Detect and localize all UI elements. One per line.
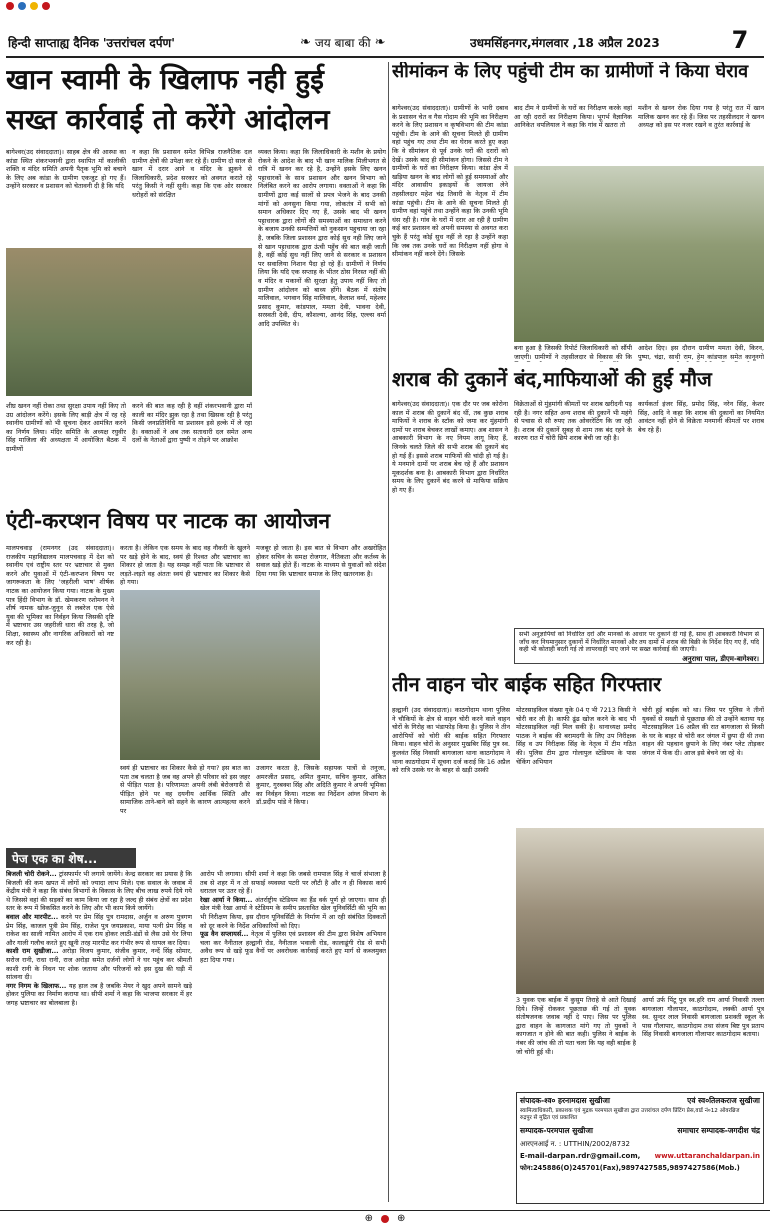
dateline: उधमसिंहनगर,मंगलवार ,18 अप्रैल 2023 — [470, 36, 660, 50]
flag-icon — [30, 2, 38, 10]
masthead-flags — [0, 0, 770, 12]
paper-name: हिन्दी साप्ताह्य दैनिक 'उत्तरांचल दर्पण' — [8, 36, 175, 50]
footer-strip — [0, 1210, 770, 1226]
editor: सम्पादक-परमपाल सुखीजा — [520, 1126, 593, 1135]
story-text: करने की बात कह रही है वहीं शंकरभवानी द्वारा माँ काली का मंदिर झुक रहा है तथा खिसक रही है परंतु किसी जनप्रतिनिधि या प्रशासन इसे हल्के में ले रहा है। वक्ताओं ने अब तक सताधारी दल समेत अन्य दलों के नेताओं द्वारा पुष्पी न तोड़ने पर आक्रोश — [132, 402, 252, 445]
story-text: 3 युवक एक बाईक में कुसुम तिराहे से आते दिखाई दिये। जिन्हें रोककर पूछताछ की गई तो युवक संतोषजनक जवाब नहीं दे पाए। जिस पर पुलिस द्वारा वाहन के कागजात मांगे गए तो युवकों ने कागजात न होने की बात कही। पुलिस ने बाईक के नंबर की जांच की तो पता चला कि यह वही बाईक है जो चोरी हुई थी। — [516, 996, 636, 1056]
column-divider — [388, 62, 389, 1202]
rni-number: आरएनआई न. : UTTHIN/2002/8732 — [520, 1140, 630, 1148]
village-photo — [514, 166, 764, 342]
imprint-box — [516, 1092, 764, 1204]
story-text: मालपचवाड़ (रामनगर (उद संवाददाता)। राजकीय महाविद्यालय मालपचवाड़ में देश को स्थानीय एवं राष्ट्रीय स्तर पर भ्रष्टाचार से मुक्त करने और युवाओं में एंटी-करप्शन विषय पर जागरूकता के लिए 'जहरीली भाष' शीर्षक नाटक का आयोजन किया गया। नाटक के मुख्य पात्र हिंदी विभाग के डॉ. खेमकरण रशोमनन ने शीर्ष नामक खोज-जुनून से लबरेज एक ऐसे युवा की भूमिका का निर्वहन किया जिसकी दृष्टि में भ्रष्टाचार उस जहरीली धारा की तरह है, जो शिक्षा, स्वास्थ्य और नागरिक अधिकारों को नष्ट कर रही है। — [6, 544, 114, 647]
motto-text: जय बाबा की — [314, 35, 371, 50]
story-khan-swami — [6, 62, 386, 502]
flag-icon — [6, 2, 14, 10]
story-text: आर्या उर्फ पिंटू पुत्र स्व.हरि राम आर्या निवासी तल्ला बागजाला गौलापार, काठगोदाम, लक्की आर्या पुत्र स्व. सुन्दर लाल निवासी बागजाला प्रशक्ती स्कूल के पास गौलापार, काठगोदाम तथा संजय बिष्ट पुत्र प्रताप सिंह निवासी बागजाला गौलापार काठगोदाम बताया। — [642, 996, 764, 1039]
imprint-line: रुद्रपुर से मुद्रित एवं प्रकाशित — [520, 1115, 578, 1121]
headline: एंटी-करप्शन विषय पर नाटक का आयोजन — [6, 508, 331, 533]
ornament-icon: ❧ — [374, 34, 386, 50]
email-link[interactable]: E-mail-darpan.rdr@gmail.com, — [520, 1152, 641, 1160]
header-motto — [300, 32, 450, 52]
para-text: नेतृत्व में पुलिस एवं प्रशासन की टीम द्वारा विशेष अभियान चला कर नैनीताल हल्द्वानी रोड, नैनीताल भवाली रोड, कालाढूंगी रोड से सभी अवैध रूप से खड़े फूड वैनों पर अवरोधक कार्रवाई करते हुए मार्ग से कब्जमुक्त हटा दिया गया। — [200, 930, 386, 964]
co-founder: एवं स्व०तिलकराज सुखीजा — [687, 1096, 760, 1105]
ornament-icon: ❧ — [300, 34, 311, 50]
story-text: कार्यकर्ता इंजर सिंह, प्रमोद सिंह, नरेन सिंह, केशर सिंह, आदि ने कहा कि शराब की दुकानों का नियमित आवंटन नहीं होने से विक्रेता मनमानी कीमतों पर शराब बेच रहे हैं। — [638, 400, 764, 434]
story-text: बागेश्वर(उद संवाददाता)। ग्रामीणों के भारी दबाव के प्रशासन चेत व गैस गोदाम की भूमि का निरीक्षण करने के लिए प्रशासन व कृषविभाग की टीम कांडा पहुंची। टीम के आने की सूचना मिलते ही ग्रामीण वहां पहुंच गए तथा टीम का घेराव करते हुए कहा कि वे सीमांकन से पूर्व उनके घरों की दरारों को देखें। उसके बाद ही सीमांकन होगा। जिससे टीम ने ग्रामीणों के घरों का निरीक्षण किया। कांडा क्षेत्र में खड़िया खनन के बाद लोगों को हुई समस्याओं और मंदिर आवासीय इकाइयों के जायजा लेने तहसीलदार महेश चंद्र तिवारी के नेतृत्व में टीम कांडा पहुंची। टीम के आने की सूचना मिलते ही ग्रामीण वहां पहुंचे तथा उन्होंने कहा कि उनकी भूमि धंस रही है। गांव के घरों में दरार आ रही है ग्रामीण कई बार प्रशासन को अपनी समस्या से अवगत करा चुके हैं परंतु कोई सुध नहीं ले रहा है उन्होंने कहा कि जब तक उनके घरों का निरीक्षण नहीं होगा वे सीमांकन नहीं करने देंगे। जिसके — [392, 104, 508, 259]
story-text: न कहा कि प्रशासन समेत विभिन्न राजनैतिक दल ग्रामीण क्षेत्रों की उपेक्षा कर रहे हैं। ग्रामीण दो साल से खान में दरार आने व मंदिर के झुकने से जिलाधिकारी, प्रदेश सरकार को अवगत कराते रहे परंतु किसी ने नहीं सुनी। कहा कि एक ओर सरकार धरोहरों को संरक्षित — [132, 148, 252, 199]
story-sharab — [392, 366, 764, 666]
website-link[interactable]: www.uttaranchaldarpan.in — [654, 1152, 760, 1160]
story-text: बागेश्वर(उद संवाददाता)। साहब क्षेत्र की आस्था का कांडा स्थित शंकरभवानी द्वारा स्थापित माँ कालीकी शक्ति व मंदिर समिति अपनी पैतृक भूमि को बचाने के लिए अब कांडा के ग्रामीण एकजुट हो गए हैं। उन्होंने सरकार व प्रशासन को चेतावनी दी है कि यदि — [6, 148, 126, 191]
arrest-photo — [516, 828, 764, 994]
story-text: व्यक्त किया। कहा कि जिलाधिकारी के मशीन के प्रयोग रोकने के आदेश के बाद भी खान मालिक मिलीभगत से रात्रि में खनन कर रहे है, उन्होंने इसके लिए खनन पट्टाधारकों के साथ प्रशासन और खनन विभाग को निलंबित करने का आरोप लगाया। वक्ताओं ने कहा कि ग्रामीणों द्वारा कई सालों से प्रपत्र भेजने के बाद उनकी मांगों को अनसुना किया गया, लोकतंत्र में सभी को समान अधिकार दिए गए हैं, उसके बाद भी खनन पट्टाधारक द्वारा लोगों की समस्याओं का समाधान करने के बजाय उनकी सम्पत्तियों को नुकसान पहुचाया जा रहा है, जबकि जिला प्रशासन द्वारा कोई सुध नही लिए जाने से खान पट्टाधारक द्वारा ऊंची पहुँच की बात कही जाती है, वहीं कोई सुध नहीं लिए जाने से सरकार व प्रशासन पर सवालिया निशान पैदा हो रहे हैं। ग्रामीणों ने निर्णय लिया कि यदि एक सप्ताह के भीतर ठोस निरस्त नहीं की व मंदिर व मकानों की सुरक्षा हेतु उपाय नहीं किए तो ग्रामीण आंदोलन को बाध्य होंगे। बैठक में संतोष मालिवाल, भगवान सिंह मालिवाल, कैलाश वर्मा, महेश्वर प्रसाद कुमार, कांडपाल, ममता देवी, भावना देवी, सरस्वती देवी, दीप, कौशल्या, आनंद सिंह, एल्ल्स वर्मा आदि उपस्थित थे। — [258, 148, 386, 328]
story-text: मजबूर हो जाता है। इस बात से विभाग और अखरोहित होकर सचिन के समक्ष रोजगार, नैतिकता और कर्तव्य के सवाल खड़े होते हैं। नाटक के माध्यम से युवाओं को संदेश दिया गया कि भ्रष्टाचार समाज के लिए खतरनाक है। — [256, 544, 386, 578]
para-text: अंतर्राष्ट्रीय स्टेडियम का हैंड वर्क पूर्ण हो जाएगा। साथ ही खेल मंत्री रेखा आर्या ने स्टेडियम के समीप प्रस्तावित खेल यूनिवर्सिटी की भूमि का भी निरीक्षण किया, इस दौरान यूनिवर्सिटी के निर्माण में आ रही संबंधित दिक्कतों को दूर करने के निर्देश अधिकारियों को दिए। — [200, 895, 386, 930]
story-text: शीघ्र खनन नहीं रोका तथा सुरक्षा उपाय नहीं किए तो उग्र आंदोलन करेंगे। इसके लिए बाड़ी क्षेत्र में रह रहे स्थानीय ग्रामीणों को भी सूचना देकर आमंत्रित करने का निर्णय लिया। मंदिर समिति के अध्यक्ष रघुवीर सिंह माजिला की अध्यक्षता में आयोजित बैठक में ग्रामीणों — [6, 402, 126, 453]
story-text: मशीन से खनन रोक दिया गया है परंतु रात में खान मालिक खनन कर रहे हैं। जिस पर तहसीलदार ने खनन अध्यक्ष को इस पर नजर रखने व तुरंत कार्रवाई के — [638, 104, 764, 130]
headline: शराब की दुकानें बंद,माफियाओं की हुई मौज — [392, 367, 712, 391]
story-text: उजागर करता है, जिसके सहायक पात्रों से तनुजा, अमरजीत प्रसाद, अमित कुमार, सचिन कुमार, अंकित कुमार, गुरबक्श सिंह और अदिति कुमार ने अपनी भूमिका का निर्वहन किया। नाटक का निर्देशन आंग्ल विभाग के डॉ.प्रदीप पांडे ने किया। — [256, 764, 386, 807]
story-text: करता है। लेकिन एक समय के बाद वह नौकरी के खुलने पर खड़े होने के बाद, स्वयं ही रिश्वत और भ्रष्टाचार का शिकार हो जाता है। यह समझ नहीं पाता कि भ्रष्टाचार से लड़ते-लड़ते वह अंततः स्वयं ही भ्रष्टाचार का शिकार कैसे हो गया। — [120, 544, 250, 587]
flag-icon — [18, 2, 26, 10]
para-title: बिजली चोरी रोकने... — [6, 870, 57, 878]
masthead-rule — [6, 56, 764, 58]
para-title: फूड वैन सप्लायर्स... — [200, 930, 249, 939]
continuation-col1 — [6, 870, 192, 1200]
headline-line1: खान स्वामी के खिलाफ नही हुई — [6, 63, 324, 96]
para-title: काशी राम सुखीजा... — [6, 947, 59, 956]
story-text: चोरी हुई बाईक को था। जिस पर पुलिस ने तीनों युवकों से सख्ती से पूछताछ की तो उन्होंने बताया यह मोटरसाइकिल 16 अप्रैल की रात बागजाला से किसी के घर के बाहर से चोरी कर जंगल में छुपा दी थी तथा वाहन की पहचान छुपाने के लिए नंबर प्लेट तोड़कर जंगल में फेंक दी। आज इसे बेचने जा रहे थे। — [642, 706, 764, 757]
story-text: मोटरसाइकिल संख्या यूके 04 ए भी 7213 किसी ने चोरी कर ली है। काफी ढूंढ खोज करने के बाद भी मोटरसाइकिल नहीं मिल सकी है। थानाध्यक्ष प्रमोद पाठक ने बाईक की बरामदगी के लिए उप निरीक्षक सिंह व उप निरीक्षक सिंह के नेतृत्व में टीम गठित की। पुलिस टीम द्वारा गोलापुल स्टेडियम के पास चेकिंग अभियान — [516, 706, 636, 766]
dm-notice-box — [514, 628, 764, 664]
registration-mark-icon: ⊕ — [397, 1213, 406, 1224]
notice-sign: अनुराधा पाल, डीएम-बागेश्वर। — [682, 655, 759, 663]
para-title: नगर निगम के खिलाफ... — [6, 981, 67, 990]
page-one-continuation — [6, 848, 386, 1200]
headline-line2: सख्त कार्रवाई तो करेंगे आंदोलन — [6, 103, 330, 136]
headline: तीन वाहन चोर बाईक सहित गिरफ्तार — [392, 672, 662, 696]
para-title: बवाल और मारपीट... — [6, 912, 59, 921]
para-text: करने पर प्रेम सिंह पुत्र रामदास, अर्जुन व अरुण पुत्रगण प्रेम सिंह, काजल पुत्री प्रेम सिंह, राजेश पुत्र जयप्रकाश, माया पत्नी प्रेम सिंह व राकेश का साली नामित आरोप में एक राय होकर लाठी-डंडों से लैस उसे घेर लिया और गाली गलौच करते हुए खूनी तरह मारपीट कर गंभीर रूप से घायल कर दिया। — [6, 912, 192, 947]
story-text: बाद टीम ने ग्रामीणों के घरों का निरीक्षण करके वहां आ रही दरारों का निरीक्षण किया। भूगर्भ वैज्ञानिक आनिकेत थपलियाल ने कहा कि गांव में खतरा तो — [514, 104, 632, 130]
drama-photo — [120, 590, 320, 760]
flag-icon — [42, 2, 50, 10]
para-text: आरोप भी लगाया। सीपी शर्मा ने कहा कि जबसे रामपाल सिंह ने चार्ज संभाला है तब से शहर में न तो सफाई व्यवस्था पटरी पर लौटी है और न ही विकास कार्य धरातल पर उतर रहे हैं। — [200, 870, 386, 896]
story-vahan-chor — [392, 670, 764, 1090]
story-text: आदेश दिए। इस दौरान ग्रामीण ममता देवी, किरन, पुष्पा, चंद्रा, साथी राम, हेम कांडपाल समेत कानूनगो — [638, 344, 764, 361]
founder-editor: संपादक-श्व० हरनामदास सुखीजा — [520, 1096, 610, 1105]
story-anti-corruption — [6, 506, 386, 844]
notice-text: सभी अनुज्ञापियों को निर्धारित दरों और मानकों के आधार पर दुकानें दी गई हैं, साथ ही आबकारी विभाग से जाँच कर नियमानुसार दुकानों में निर्धारित मानकों और तय दामों में शराब की बिक्री के निर्देश दिए गए हैं, यदि कही भी कोताही बरती गई तो लापरवाही पाए जाने पर सख्त कार्रवाई की जाएगी। — [519, 631, 759, 654]
masthead — [0, 0, 770, 58]
para-title: रेखा आर्या ने किया... — [200, 895, 253, 904]
story-text: विक्रेताओं से मुंहमांगी कीमतों पर शराब खरीदनी पड़ रही है। नगर सहित अन्य शराब की दुकानें भी महंगे से पचास से सौ रुपए तक ओवररेटिंग कि जा रही है। शराब की दुकानें सुबह से शाम तक बंद रहने के कारण रात में चोरी छिपे शराब बेची जा रही है। — [514, 400, 632, 443]
story-text: बना हुआ है जिसकी रिपोर्ट जिलाधिकारी को सौंपी जाएगी। ग्रामीणों ने तहसीलदार से विकास की कि — [514, 344, 632, 361]
para-text: ट्रांसफार्मर भी लगाये जायेंगे। केन्द्र सरकार का प्रयास है कि बिजली की कम खपत में लोगों को ज्यादा लाभ मिले। एक सवाल के जवाब में केंद्रीय मंत्री ने कहा कि संबंध विभागों के विकास के लिए बीच लाख रुपये दिये गये थे जिससे वहां की सड़कों का काम किया जा रहा है जल्द ही संबंध क्षेत्रों का प्रदेश स्तर के रूप में विकसित करने के लिए और भी काम किये जायेंगे। — [6, 870, 192, 913]
continuation-col2 — [200, 870, 386, 1200]
page-number: 7 — [731, 26, 749, 54]
para-text: यह हाल तब है जबकि मेयर ने खुद अपने सामने खड़े होकर पुलिया का निर्माण कराया था। सीपी शर्मा ने कहा कि भाजपा सरकार में हर जगह भ्रष्टाचार का बोलबाला है। — [6, 981, 192, 1007]
para-text: अरोड़ा विजय कुमार, संजीव कुमार, नन्दें सिंह सोमार, सरोज रानी, राधा रानी, राज अरोड़ा समेत दर्जनों लोगों ने घर पहुंच कर श्रीमती काशी रानी के निधन पर शोक जताया और परिजनों को इस दुख की घड़ी में सांत्वना दी। — [6, 947, 192, 982]
registration-mark-icon — [381, 1215, 389, 1223]
registration-mark-icon: ⊕ — [364, 1213, 373, 1224]
headline: सीमांकन के लिए पहुंची टीम का ग्रामीणों ने किया घेराव — [392, 62, 749, 82]
phone-numbers: फोन:245886(O)245701(Fax),9897427585,9897427586(Mob.) — [520, 1164, 740, 1172]
story-text: बागेश्वर(उद संवाददाता)। एक दौर पर जब कोरोना काल में शराब की दुकानें बंद थीं, तब कुछ शराब माफियों ने शराब के स्टॉक को जमा कर मुंहमांगी दामों पर शराब बेचकर लाखों कमाए। अब शासन ने आबकारी विभाग के नए नियम लागू किए हैं, जिनके चलते जिले की सभी शराब की दुकानें बंद हो गई हैं। इससे शराब माफियों की चांदी हो गई है। ये मनमाने दामों पर शराब बेच रहे हैं और प्रशासन मूकदर्शक बना है। आबकारी विभाग द्वारा निर्धारित समय के लिए दुकानें बंद करने से माफिया सक्रिय हो गए हैं। — [392, 400, 508, 494]
continuation-heading: पेज एक का शेष... — [6, 848, 136, 868]
imprint-line: स्वामित्वाधिकारी, प्रकाशक एवं मुद्रक परमपाल सुखीजा द्वारा उत्तरांचल दर्पण प्रिंटिंग प्रेस,वार्ड नं०12 ओवरब्रिज — [520, 1108, 740, 1114]
news-editor: समाचार सम्पादक-जगदीश चंद्र — [677, 1126, 760, 1135]
story-text: स्वयं ही भ्रष्टाचार का शिकार कैसे हो गया? इस बात का पता तब चलता है जब वह अपने ही परिवार को इस जहर से पीड़ित पाता है। परिणामतः अपनी लंबी बेरोजगारी से पीड़ित होने पर वह दयनीय आर्थिक स्थिति और सामाजिक ताने-बाने को सहने के कारण आत्महत्या करने पर — [120, 764, 250, 815]
meeting-photo — [6, 248, 252, 396]
story-seemankan — [392, 62, 764, 362]
story-text: हल्द्वानी (उद संवाददाता)। काठगोदाम थाना पुलिस ने चौकियों के क्षेत्र से वाहन चोरी करने वाले वाहन चोरों के गिरोह का भंडाफोड़ किया है। पुलिस ने तीन आरोपियों को चोरी की बाईक सहित गिरफ्तार किया। वाहन चोरों के अनुसार मुखबिर सिंह पुत्र स्व. कुलवंत सिंह निवासी बागजाला थाना काठगोदाम ने थाना काठगोदाम में सूचना दर्ज कराई कि 16 अप्रैल को रात्रि उसके घर के बाहर से खड़ी उसकी — [392, 706, 510, 775]
